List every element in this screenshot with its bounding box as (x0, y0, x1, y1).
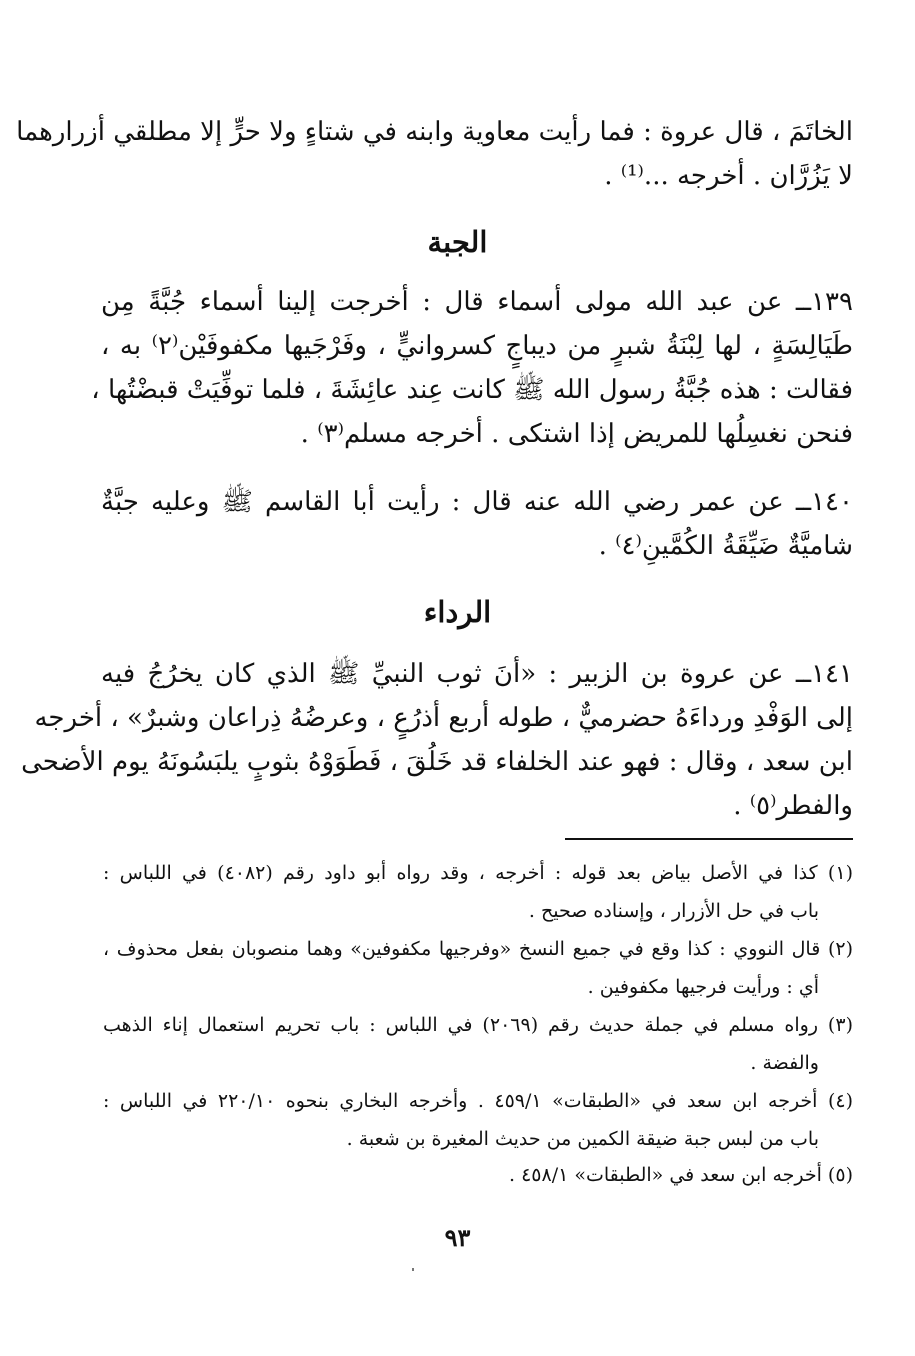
footnote-4-cont: باب من لبس جبة ضيقة الكمين من حديث المغيرة بن شعبة . (346, 1128, 819, 1150)
text-line: الخاتَمَ ، قال عروة : فما رأيت معاوية وابنه في شتاءٍ ولا حرٍّ إلا مطلقي أزرارهما (16, 117, 853, 147)
text-line: ١٤٠ــ عن عمر رضي الله عنه قال : رأيت أبا القاسم ﷺ وعليه جبَّةٌ (101, 487, 853, 517)
scan-speck (412, 1268, 414, 1271)
text-line: إلى الوَفْدِ ورداءَهُ حضرميٌّ ، طوله أربع أذرُعٍ ، وعرضُهُ ذِراعان وشبرٌ» ، أخرجه (34, 703, 853, 733)
text-line: ١٣٩ــ عن عبد الله مولى أسماء قال : أخرجت إلينا أسماء جُبَّةً مِن (101, 287, 853, 317)
text-line: ١٤١ــ عن عروة بن الزبير : «أنَ ثوب النبيِّ ﷺ الذي كان يخرُجُ فيه (101, 659, 853, 689)
footnote-3-cont: والفضة . (750, 1052, 819, 1074)
text-line: ابن سعد ، وقال : فهو عند الخلفاء قد خَلُقَ ، فَطَوَوْهُ بثوبٍ يلبَسُونَهُ يوم الأضحى (21, 747, 853, 777)
section-heading-rida: الرداء (423, 595, 492, 629)
footnote-1-cont: باب في حل الأزرار ، وإسناده صحيح . (528, 900, 819, 922)
footnote-1: (١) كذا في الأصل بياض بعد قوله : أخرجه ، وقد رواه أبو داود رقم (٤٠٨٢) في اللباس : (103, 862, 853, 884)
footnote-3: (٣) رواه مسلم في جملة حديث رقم (٢٠٦٩) في اللباس : باب تحريم استعمال إناء الذهب (103, 1014, 853, 1036)
text-line: والفطر⁽٥⁾ . (733, 791, 853, 821)
text-line: فقالت : هذه جُبَّةُ رسول الله ﷺ كانت عِند عائِشَةَ ، فلما توفِّيَتْ قبضْتُها ، (91, 375, 853, 405)
footnote-2: (٢) قال النووي : كذا وقع في جميع النسخ «وفرجيها مكفوفين» وهما منصوبان بفعل محذوف ، (103, 938, 853, 960)
text-line: لا يَزُرَّان . أخرجه ...⁽¹⁾ . (604, 161, 853, 191)
footnote-5: (٥) أخرجه ابن سعد في «الطبقات» ٤٥٨/١ . (509, 1164, 853, 1186)
footnote-4: (٤) أخرجه ابن سعد في «الطبقات» ٤٥٩/١ . وأخرجه البخاري بنحوه ٢٢٠/١٠ في اللباس : (103, 1090, 853, 1112)
footnote-separator (565, 838, 853, 840)
page-number: ٩٣ (444, 1223, 471, 1252)
footnote-2-cont: أي : ورأيت فرجيها مكفوفين . (587, 976, 819, 998)
text-line: طَيَالِسَةٍ ، لها لِبْنَةُ شبرٍ من ديباجٍ كسروانيٍّ ، وفَرْجَيها مكفوفَيْن⁽٢⁾ به ، (101, 331, 854, 361)
text-line: فنحن نغسِلُها للمريض إذا اشتكى . أخرجه مسلم⁽٣⁾ . (300, 419, 853, 449)
section-heading-jubba: الجبة (427, 225, 488, 259)
text-line: شاميَّةٌ ضَيِّقَةُ الكُمَّينِ⁽٤⁾ . (598, 531, 853, 561)
